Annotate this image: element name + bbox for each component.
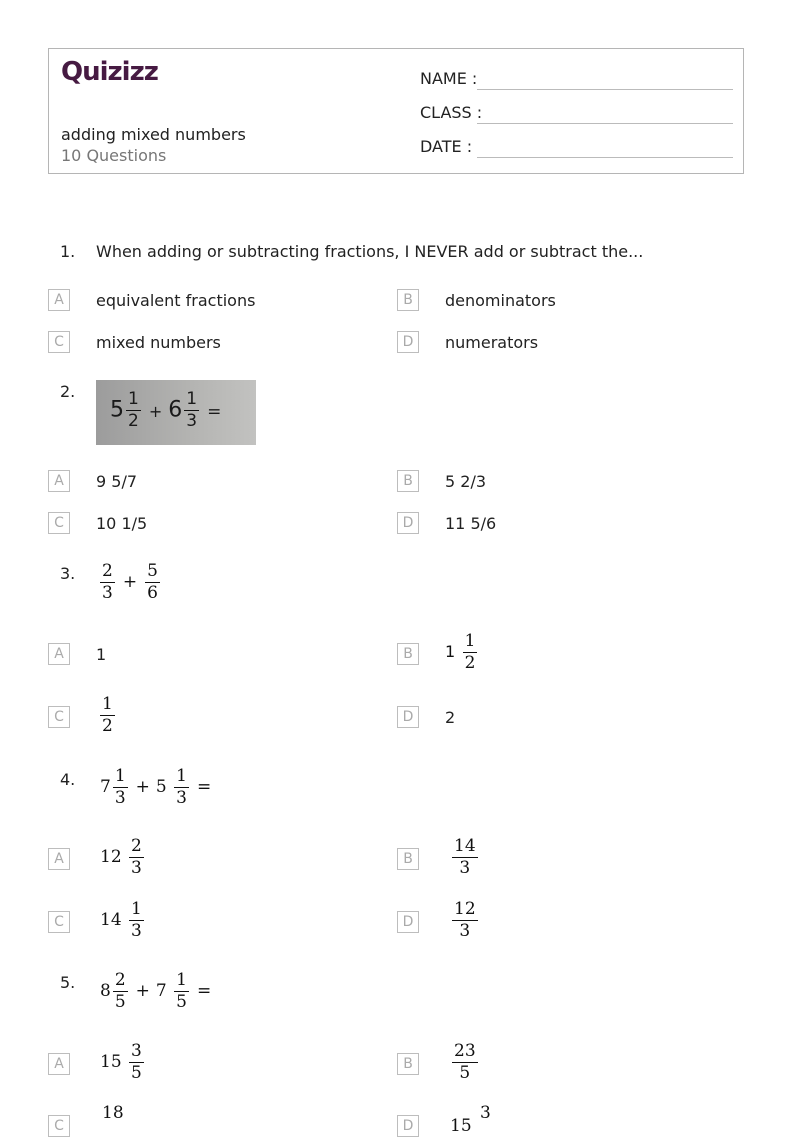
option-letter-box[interactable]: A [48,848,70,870]
option-letter-box[interactable]: C [48,706,70,728]
option-text: numerators [445,333,539,352]
option-expression [100,900,146,941]
option-text: 10 1/5 [96,514,148,533]
equals-sign: = [196,777,212,797]
denominator: 3 [102,583,113,603]
numerator: 2 [131,836,142,856]
numerator: 1 [186,389,198,409]
question-image [96,380,256,445]
option-expression [450,837,480,878]
option-text: 2 [445,708,456,727]
denominator: 3 [176,788,187,808]
denominator: 5 [131,1063,142,1083]
plus-sign: + [122,572,138,592]
whole-number: 8 [100,981,111,1001]
whole-number: 5 [155,777,167,797]
equals-sign: = [207,401,222,422]
option-letter-box[interactable]: B [397,643,419,665]
option-letter-box[interactable]: D [397,911,419,933]
denominator: 5 [459,1063,471,1083]
option-letter-box[interactable]: B [397,289,419,311]
whole-number: 7 [155,981,167,1001]
denominator: 5 [114,992,126,1012]
numerator: 2 [114,970,126,990]
question-number: 3. [60,564,76,583]
class-line[interactable] [477,123,733,124]
whole-number: 5 [110,397,124,423]
denominator: 2 [464,653,476,673]
denominator: 3 [131,858,142,878]
option-expression [450,1042,480,1083]
question-expression [100,971,217,1012]
denominator: 3 [186,411,198,431]
equals-sign: = [196,981,212,1001]
numerator: 3 [131,1041,142,1061]
date-line[interactable] [477,157,733,158]
option-letter-box[interactable]: D [397,331,419,353]
option-text: 1 [96,645,107,664]
class-label: CLASS : [420,103,483,122]
option-text: 5 2/3 [445,472,487,491]
numerator: 1 [114,766,126,786]
option-expression [100,1042,146,1083]
option-letter-box[interactable]: D [397,512,419,534]
numerator: 23 [454,1041,476,1061]
numerator: 1 [128,389,139,409]
option-letter-box[interactable]: B [397,470,419,492]
numerator: 1 [102,694,113,714]
option-expression [100,837,146,878]
option-letter-box[interactable]: D [397,1115,419,1137]
question-number: 4. [60,770,76,789]
option-expression [450,900,480,941]
option-letter-box[interactable]: B [397,848,419,870]
whole-number: 1 [445,642,456,661]
denominator: 2 [102,716,113,736]
option-numerator-partial: 18 [102,1103,124,1123]
whole-number: 15 [100,1052,122,1072]
plus-sign: + [135,981,150,1001]
whole-number: 14 [100,910,122,930]
option-numerator-partial: 3 [480,1103,491,1123]
plus-sign: + [148,401,163,421]
numerator: 1 [176,766,187,786]
worksheet-title: adding mixed numbers [61,125,246,144]
option-text: 9 5/7 [96,472,138,491]
numerator: 1 [131,899,142,919]
denominator: 2 [128,411,139,431]
option-letter-box[interactable]: A [48,289,70,311]
option-letter-box[interactable]: C [48,331,70,353]
option-text: 11 5/6 [445,514,497,533]
option-expression [98,695,117,736]
question-count: 10 Questions [61,146,167,165]
question-text: When adding or subtracting fractions, I NEVER add or subtract the... [96,242,644,261]
quizizz-logo: Quizizz [61,57,158,87]
worksheet-header [48,48,744,174]
question-number: 5. [60,973,76,992]
option-letter-box[interactable]: C [48,911,70,933]
whole-number: 6 [168,397,183,423]
option-letter-box[interactable]: A [48,470,70,492]
question-number: 2. [60,382,76,401]
option-letter-box[interactable]: D [397,706,419,728]
numerator: 2 [102,561,113,581]
denominator: 3 [459,858,471,878]
question-number: 1. [60,242,76,261]
option-letter-box[interactable]: B [397,1053,419,1075]
option-letter-box[interactable]: A [48,643,70,665]
option-whole-partial: 15 [450,1116,472,1136]
denominator: 3 [459,921,471,941]
whole-number: 7 [100,777,111,797]
option-expression [445,632,479,673]
denominator: 6 [147,583,158,603]
numerator: 12 [454,899,476,919]
denominator: 3 [114,788,126,808]
option-text: denominators [445,291,556,310]
plus-sign: + [135,777,150,797]
question-expression [98,562,162,603]
numerator: 1 [464,631,476,651]
numerator: 5 [147,561,158,581]
option-text: mixed numbers [96,333,221,352]
name-line[interactable] [477,89,733,90]
name-label: NAME : [420,69,478,88]
option-letter-box[interactable]: A [48,1053,70,1075]
numerator: 1 [176,970,187,990]
denominator: 5 [176,992,187,1012]
whole-number: 12 [100,847,122,867]
option-letter-box[interactable]: C [48,512,70,534]
question-expression [100,767,217,808]
option-text: equivalent fractions [96,291,256,310]
denominator: 3 [131,921,142,941]
option-letter-box[interactable]: C [48,1115,70,1137]
numerator: 14 [454,836,476,856]
date-label: DATE : [420,137,473,156]
